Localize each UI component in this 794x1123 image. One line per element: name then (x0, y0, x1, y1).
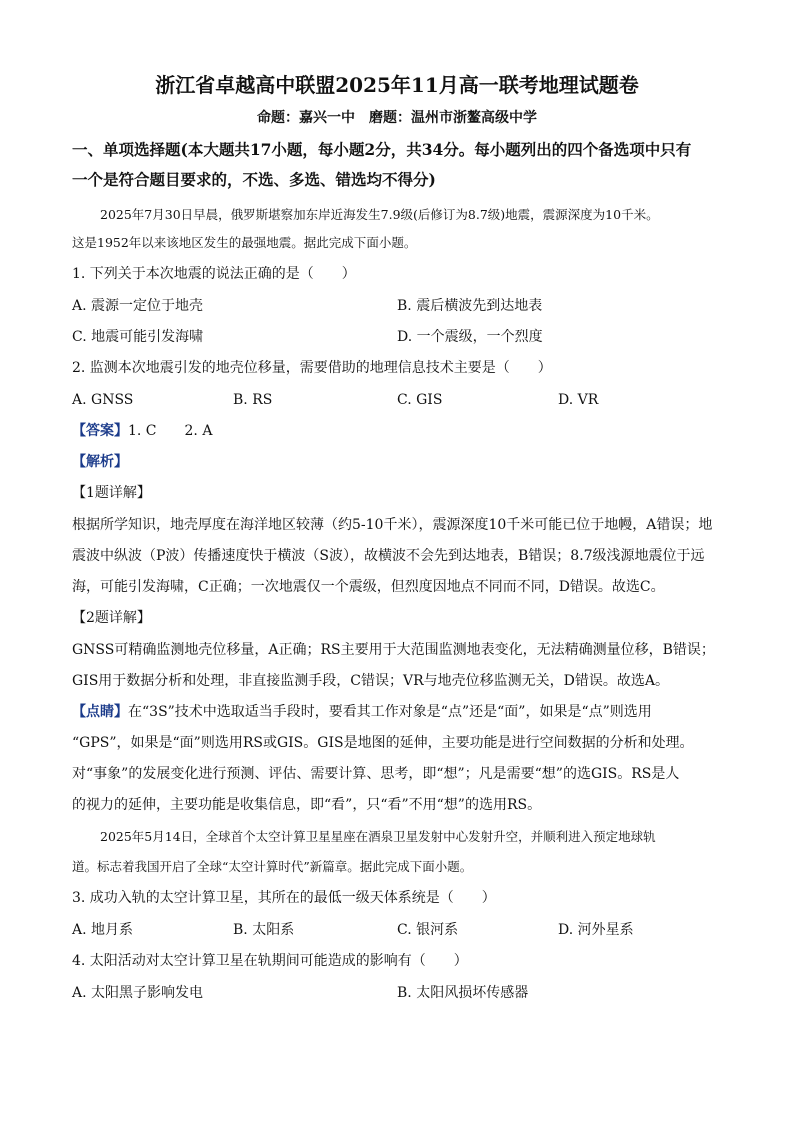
q2-option-a: A. GNSS (72, 392, 134, 408)
q1-option-b: B. 震后横波先到达地表 (397, 298, 543, 314)
tip-line1: 在“3S”技术中选取适当手段时，要看其工作对象是“点”还是“面”，如果是“点”则选用 (128, 704, 652, 720)
q2-option-b: B. RS (233, 392, 273, 408)
q3-option-a: A. 地月系 (72, 922, 134, 938)
q4-option-b: B. 太阳风损坏传感器 (397, 985, 529, 1001)
q2-option-c: C. GIS (397, 392, 443, 408)
q3-option-d: D. 河外星系 (558, 922, 634, 938)
tip-line3: 对“事象”的发展变化进行预测、评估、需要计算、思考，即“想”；凡是需要“想”的选GIS。RS是人 (72, 766, 680, 782)
section-heading-line1: 一、单项选择题(本大题共17小题，每小题2分，共34分。每小题列出的四个备选项中只有 (72, 140, 692, 159)
tip-tag: 【点睛】 (72, 704, 128, 720)
tip-line4: 的视力的延伸，主要功能是收集信息，即“看”，只“看”不用“想”的选用RS。 (72, 797, 542, 813)
question-3: 3. 成功入轨的太空计算卫星，其所在的最低一级天体系统是（ ） (72, 890, 496, 906)
answer-row (72, 421, 722, 441)
detail2-tag: 【2题详解】 (72, 610, 151, 626)
q2-option-d: D. VR (558, 392, 599, 408)
analysis-row (72, 452, 722, 472)
detail1-line1: 根据所学知识，地壳厚度在海洋地区较薄（约5-10千米），震源深度10千米可能已位于地幔，A错误；地 (72, 517, 713, 533)
passage2-line1: 2025年5月14日，全球首个太空计算卫星星座在酒泉卫星发射中心发射升空，并顺利进入预定地球轨 (100, 829, 656, 844)
q1-option-c: C. 地震可能引发海啸 (72, 329, 204, 345)
page-subtitle: 命题：嘉兴一中 磨题：温州市浙鳌高级中学 (257, 110, 537, 126)
question-1: 1. 下列关于本次地震的说法正确的是（ ） (72, 266, 356, 282)
detail2-line2: GIS用于数据分析和处理，非直接监测手段，C错误；VR与地壳位移监测无关，D错误。故选A。 (72, 673, 670, 689)
q4-option-a: A. 太阳黑子影响发电 (72, 985, 204, 1001)
analysis-tag: 【解析】 (72, 454, 128, 470)
q1-option-a: A. 震源一定位于地壳 (72, 298, 204, 314)
answer-tag: 【答案】 (72, 423, 128, 439)
detail1-tag: 【1题详解】 (72, 485, 151, 501)
q3-option-b: B. 太阳系 (233, 922, 295, 938)
tip-line2: “GPS”，如果是“面”则选用RS或GIS。GIS是地图的延伸，主要功能是进行空间数据的分析和处理。 (72, 735, 694, 751)
tip-row (72, 702, 722, 722)
q1-option-d: D. 一个震级，一个烈度 (397, 329, 543, 345)
detail2-line1: GNSS可精确监测地壳位移量，A正确；RS主要用于大范围监测地表变化，无法精确测量位移，B错误； (72, 642, 715, 658)
question-2: 2. 监测本次地震引发的地壳位移量，需要借助的地理信息技术主要是（ ） (72, 360, 552, 376)
detail1-line3: 海，可能引发海啸，C正确；一次地震仅一个震级，但烈度因地点不同而不同，D错误。故选C。 (72, 579, 665, 595)
detail1-line2: 震波中纵波（P波）传播速度快于横波（S波），故横波不会先到达地表，B错误；8.7级浅源地震位于远 (72, 548, 705, 564)
section-heading-line2: 一个是符合题目要求的，不选、多选、错选均不得分) (72, 170, 436, 189)
passage1-line2: 这是1952年以来该地区发生的最强地震。据此完成下面小题。 (72, 235, 417, 250)
passage1-line1: 2025年7月30日早晨，俄罗斯堪察加东岸近海发生7.9级(后修订为8.7级)地震，震源深度为10千米。 (100, 207, 659, 222)
question-4: 4. 太阳活动对太空计算卫星在轨期间可能造成的影响有（ ） (72, 953, 468, 969)
q3-option-c: C. 银河系 (397, 922, 459, 938)
answer-text: 1. C 2. A (128, 423, 213, 439)
passage2-line2: 道。标志着我国开启了全球“太空计算时代”新篇章。据此完成下面小题。 (72, 859, 473, 874)
page-title: 浙江省卓越高中联盟2025年11月高一联考地理试题卷 (155, 73, 639, 97)
